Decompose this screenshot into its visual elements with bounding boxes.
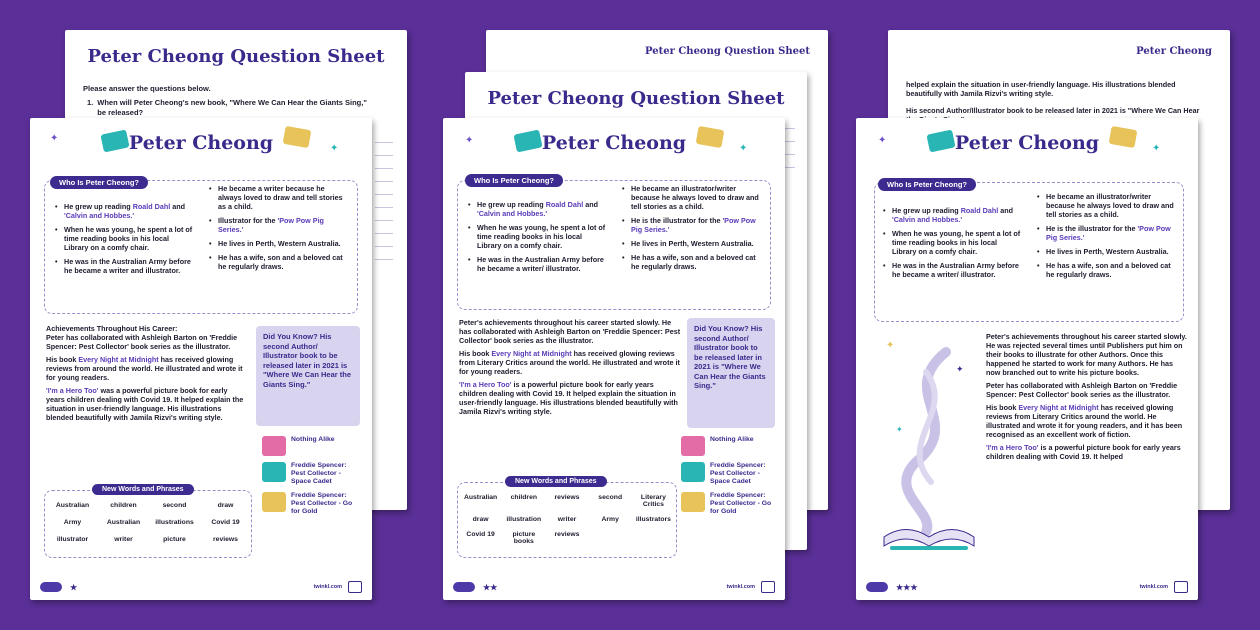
achievements	[986, 332, 1188, 465]
svg-text:✦: ✦	[886, 340, 895, 351]
bullet: • He was in the Australian Army before he became a writer/ illustrator.	[467, 255, 607, 273]
book-item: Nothing Alike	[262, 436, 362, 456]
sparkle-icon: ✦	[739, 143, 748, 154]
page2-back-title: Peter Cheong Question Sheet	[487, 88, 785, 109]
difficulty-stars: ★	[70, 582, 78, 592]
page3-back-title: Peter Cheong	[1136, 46, 1212, 57]
left-bullets	[882, 206, 1022, 284]
right-bullets	[208, 184, 350, 276]
achievements-heading: Achievements Throughout His Career:	[46, 324, 178, 333]
footer-url: twinkl.com	[313, 584, 342, 590]
achievements	[459, 318, 681, 420]
book-cover-icon	[681, 436, 705, 456]
words-heading: New Words and Phrases	[92, 484, 194, 495]
sparkle-icon: ✦	[465, 135, 474, 146]
book-item: Freddie Spencer: Pest Collector - Space Cadet	[681, 462, 779, 486]
footer-badge-icon	[348, 581, 362, 593]
who-is-heading: Who Is Peter Cheong?	[465, 174, 563, 187]
page1-back-intro: Please answer the questions below.	[83, 84, 211, 93]
question-number: 1.	[87, 98, 94, 107]
bullet: • He is the illustrator for the 'Pow Pow Pig Series.'	[621, 216, 763, 234]
achievements-para: 'I'm a Hero Too' is a powerful picture book for early years children dealing with Covid 19. It helped	[986, 443, 1181, 461]
bullet: • He grew up reading Roald Dahl and 'Calvin and Hobbes.'	[882, 206, 1022, 224]
achievements-para: Peter's achievements throughout his career started slowly. He has collaborated with Ashleigh Barton on 'Freddie Spencer: Pest Collector' book series as the illustrator.	[459, 318, 681, 345]
book-item: Freddie Spencer: Pest Collector - Go for Gold	[681, 492, 779, 516]
achievements-para: His book Every Night at Midnight has received glowing reviews from Literary Critics around the world. He illustrated and wrote it for young readers.	[459, 349, 680, 376]
bullet: • He grew up reading Roald Dahl and 'Calvin and Hobbes.'	[54, 202, 194, 220]
bullet: • He lives in Perth, Western Australia.	[208, 239, 350, 248]
page-footer	[40, 580, 362, 594]
book-item: Freddie Spencer: Pest Collector - Go for Gold	[262, 492, 362, 516]
sparkle-icon: ✦	[50, 133, 59, 144]
achievements-para: Peter has collaborated with Ashleigh Barton on 'Freddie Spencer: Pest Collector' book series as the illustrator.	[46, 333, 238, 351]
page3-back-text: His second Author/Illustrator book to be released later in 2021 is "Where We Can Hear	[906, 106, 1200, 115]
bullet: • He became an illustrator/writer because he always loved to draw and tell stories as a child.	[621, 184, 763, 211]
book-cover-icon	[262, 462, 286, 482]
page1-back-title: Peter Cheong Question Sheet	[87, 46, 385, 67]
page2-back-title-small: Peter Cheong Question Sheet	[645, 46, 810, 57]
page1-title: Peter Cheong	[128, 132, 274, 154]
bullet: • He grew up reading Roald Dahl and 'Calvin and Hobbes.'	[467, 200, 607, 218]
open-book-illustration	[876, 332, 982, 554]
bullet: • When he was young, he spent a lot of time reading books in his local Library on a comfy chair.	[467, 223, 607, 250]
svg-text:✦: ✦	[896, 425, 903, 434]
page-footer	[453, 580, 775, 594]
bullet: • When he was young, he spent a lot of time reading books in his local Library on a comfy chair.	[54, 225, 194, 252]
page3-title: Peter Cheong	[954, 132, 1100, 154]
bullet: • When he was young, he spent a lot of time reading books in his local Library on a comfy chair.	[882, 229, 1022, 256]
bullet: • He was in the Australian Army before he became a writer and illustrator.	[54, 257, 194, 275]
sparkle-icon: ✦	[1152, 143, 1161, 154]
achievements-para: 'I'm a Hero Too' is a powerful picture book for early years children dealing with Covid 19. It helped explain the situation in user-friendly language. His illustrations blended beautifully with Jamila Rizvi's writing style.	[459, 380, 678, 416]
swirl-shape	[906, 352, 946, 532]
sparkle-icon: ✦	[878, 135, 887, 146]
bullet: • He became an illustrator/writer because he always loved to draw and tell stories as a child.	[1036, 192, 1178, 219]
book-cover-icon	[262, 436, 286, 456]
bullet: • He lives in Perth, Western Australia.	[1036, 247, 1178, 256]
sparkle-icon: ✦	[330, 143, 339, 154]
book-item: Freddie Spencer: Pest Collector - Space Cadet	[262, 462, 362, 486]
bullet: • He has a wife, son and a beloved cat he regularly draws.	[208, 253, 350, 271]
achievements-para: Peter's achievements throughout his career started slowly. He was rejected several times until Publishers put him on their books to illustrate for other Authors. Once this happened he started to work for many Authors. He has now branched out to write his picture books.	[986, 332, 1187, 377]
achievements-para: Peter has collaborated with Ashleigh Barton on 'Freddie Spencer: Pest Collector' book series as the illustrator.	[986, 381, 1178, 399]
bullet: • He was in the Australian Army before he became a writer/ illustrator.	[882, 261, 1022, 279]
bullet: • He is the illustrator for the 'Pow Pow Pig Series.'	[1036, 224, 1178, 242]
book-item: Nothing Alike	[681, 436, 779, 456]
twinkl-logo-icon	[866, 582, 888, 592]
footer-badge-icon	[1174, 581, 1188, 593]
achievements-para: 'I'm a Hero Too' was a powerful picture book for early years children dealing with Covid 19. It helped explain the situation in user-friendly language. His illustrations blended beautifully with Jamila Rizvi's writing style.	[46, 386, 244, 422]
achievements-para: His book Every Night at Midnight has received glowing reviews from around the world. He illustrated and wrote it for young readers.	[46, 355, 243, 382]
who-is-heading: Who Is Peter Cheong?	[878, 178, 976, 191]
page3-front-sheet	[856, 118, 1198, 600]
book-list	[681, 436, 779, 522]
bullet: • He lives in Perth, Western Australia.	[621, 239, 763, 248]
twinkl-logo-icon	[453, 582, 475, 592]
words-grid: Australian children second draw Army Australian illustrations Covid 19 illustrator writer picture reviews	[55, 502, 240, 543]
footer-url: twinkl.com	[726, 584, 755, 590]
bullet: • He has a wife, son and a beloved cat he regularly draws.	[621, 253, 763, 271]
book-cover-icon	[262, 492, 286, 512]
difficulty-stars: ★★★	[896, 582, 918, 592]
page2-title: Peter Cheong	[541, 132, 687, 154]
book-cover-icon	[681, 492, 705, 512]
page1-back-question	[87, 98, 367, 118]
page2-front-sheet	[443, 118, 785, 600]
footer-url: twinkl.com	[1139, 584, 1168, 590]
bullet: • He has a wife, son and a beloved cat he regularly draws.	[1036, 261, 1178, 279]
book-list	[262, 436, 362, 522]
question-text: When will Peter Cheong's new book, "Where We Can Hear the Giants Sing," be released?	[97, 98, 367, 117]
achievements	[46, 324, 244, 426]
did-you-know-box: Did You Know? His second Author/ Illustrator book to be released later in 2021 is "Where We Can Hear the Giants Sing."	[687, 318, 775, 428]
footer-badge-icon	[761, 581, 775, 593]
right-bullets	[1036, 192, 1178, 284]
who-is-heading: Who Is Peter Cheong?	[50, 176, 148, 189]
page1-front-sheet	[30, 118, 372, 600]
difficulty-stars: ★★	[483, 582, 498, 592]
twinkl-logo-icon	[40, 582, 62, 592]
page-footer	[866, 580, 1188, 594]
words-grid: Australian children reviews second Literary Critics draw illustration writer Army illustrators Covid 19 picture books reviews	[463, 494, 671, 545]
bullet: • Illustrator for the 'Pow Pow Pig Series.'	[208, 216, 350, 234]
left-bullets	[54, 202, 194, 280]
svg-text:✦: ✦	[956, 364, 964, 374]
right-bullets	[621, 184, 763, 276]
book-cover-icon	[681, 462, 705, 482]
achievements-para: His book Every Night at Midnight has received glowing reviews from Literary Critics around the world. He illustrated and wrote it for young readers, and it has been recognised as an excellent work of fiction.	[986, 403, 1183, 439]
did-you-know-box: Did You Know? His second Author/ Illustrator book to be released later in 2021 is "Where We Can Hear the Giants Sing."	[256, 326, 360, 426]
words-heading: New Words and Phrases	[505, 476, 607, 487]
page3-back-text: helped explain the situation in user-friendly language. His illustrations blended beautifully with Jamila Rizvi's writing style.	[906, 80, 1176, 98]
left-bullets	[467, 200, 607, 278]
bullet: • He became a writer because he always loved to draw and tell stories as a child.	[208, 184, 350, 211]
